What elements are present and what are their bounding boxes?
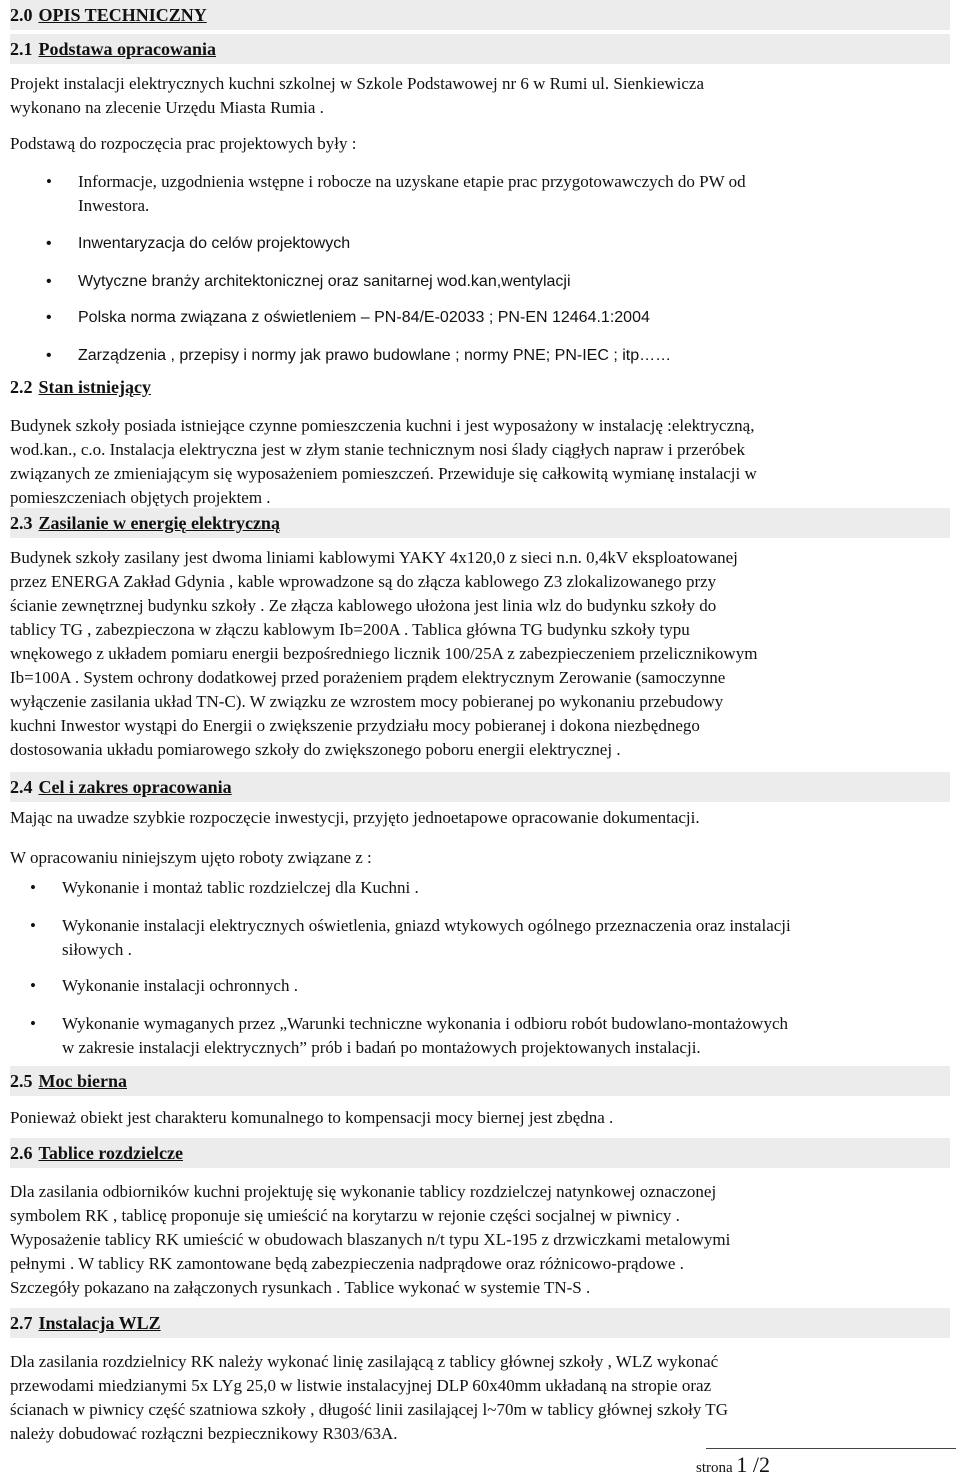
section-number: 2.7 (10, 1313, 33, 1333)
paragraph-line: pomieszczeniach objętych projektem . (10, 488, 271, 507)
section-title: Moc bierna (38, 1071, 127, 1091)
section-heading-2-6 (10, 1138, 950, 1168)
list-item-continuation: siłowych . (62, 940, 132, 959)
section-title: Podstawa opracowania (38, 39, 217, 59)
section-title: Stan istniejący (38, 377, 151, 397)
page-footer (696, 1453, 770, 1480)
paragraph: Mając na uwadze szybkie rozpoczęcie inwestycji, przyjęto jednoetapowe opracowanie dokumentacji. (10, 808, 700, 827)
page-number: 1 /2 (736, 1452, 771, 1477)
paragraph-line: wod.kan., c.o. Instalacja elektryczna jest w złym stanie technicznym nosi ślady ciągłych napraw i przeróbek (10, 440, 745, 459)
section-number: 2.2 (10, 377, 33, 397)
section-heading-2-5 (10, 1066, 950, 1096)
paragraph-line: wnękowego z układem pomiaru energii bezpośredniego licznik 100/25A z zabezpieczeniem przelicznikowym (10, 644, 758, 663)
paragraph: Projekt instalacji elektrycznych kuchni szkolnej w Szkole Podstawowej nr 6 w Rumi ul. Sienkiewicza (10, 74, 705, 93)
paragraph-line: Dla zasilania rozdzielnicy RK należy wykonać linię zasilającą z tablicy głównej szkoły , WLZ wykonać (10, 1352, 719, 1371)
paragraph: Ponieważ obiekt jest charakteru komunalnego to kompensacji mocy biernej jest zbędna . (10, 1108, 614, 1127)
list-item: • Wykonanie wymaganych przez „Warunki techniczne wykonania i odbioru robót budowlano-montażowych (62, 1012, 942, 1036)
section-number: 2.5 (10, 1071, 33, 1091)
paragraph-line: związanych ze zmieniającym się wyposażeniem pomieszczeń. Przewiduje się całkowitą wymianę instalacji w (10, 464, 757, 483)
bullet-icon: • (30, 1014, 36, 1033)
section-heading-2-1 (10, 34, 950, 64)
footer-label: strona (696, 1460, 733, 1476)
paragraph-line: pełnymi . W tablicy RK zamontowane będą zabezpieczenia nadprądowe oraz różnicowo-prądowe . (10, 1254, 684, 1273)
bullet-icon: • (46, 273, 52, 290)
paragraph-line: należy dobudować rozłączni bezpiecznikowy R303/63A. (10, 1424, 398, 1443)
paragraph-line: kuchni Inwestor wystąpi do Energii o zwiększenie przydziału mocy pobieranej i dokona niezbędnego (10, 716, 700, 735)
section-heading-2-0 (10, 0, 950, 30)
list-item: • Wykonanie instalacji elektrycznych oświetlenia, gniazd wtykowych ogólnego przeznaczenia oraz instalacji (62, 914, 942, 938)
bullet-icon: • (30, 976, 36, 995)
paragraph-line: Szczegóły pokazano na załączonych rysunkach . Tablice wykonać w systemie TN-S . (10, 1278, 591, 1297)
section-title: Instalacja WLZ (38, 1313, 161, 1333)
paragraph-line: symbolem RK , tablicę proponuje się umieścić na korytarzu w rejonie części socjalnej w piwnicy . (10, 1206, 680, 1225)
paragraph: W opracowaniu niniejszym ujęto roboty związane z : (10, 848, 372, 867)
section-heading-2-4 (10, 772, 950, 802)
paragraph-line: dostosowania układu pomiarowego szkoły do zwiększonego poboru energii elektrycznej . (10, 740, 621, 759)
paragraph-line: Budynek szkoły posiada istniejące czynne pomieszczenia kuchni i jest wyposażony w instalację :elektryczną, (10, 416, 755, 435)
paragraph-line: ścianie zewnętrznej budynku szkoły . Ze złącza kablowego ułożona jest linia wlz do budynku szkoły do (10, 596, 717, 615)
section-number: 2.3 (10, 513, 33, 533)
list-item: • Wykonanie i montaż tablic rozdzielczej dla Kuchni . (62, 876, 942, 900)
list-item-continuation: Inwestora. (78, 196, 150, 215)
footer-divider (706, 1448, 956, 1449)
section-title: OPIS TECHNICZNY (38, 5, 207, 25)
paragraph-line: tablicy TG , zabezpieczona w złączu kablowym Ib=200A . Tablica główna TG budynku szkoły typu (10, 620, 690, 639)
list-item: • Polska norma związana z oświetleniem – PN-84/E-02033 ; PN-EN 12464.1:2004 (78, 306, 958, 330)
paragraph-line: Wyposażenie tablicy RK umieścić w obudowach blaszanych n/t typu XL-195 z drzwiczkami metalowymi (10, 1230, 731, 1249)
list-item: • Wykonanie instalacji ochronnych . (62, 974, 942, 998)
list-item: • Informacje, uzgodnienia wstępne i robocze na uzyskane etapie prac przygotowawczych do PW od (78, 170, 958, 194)
paragraph: wykonano na zlecenie Urzędu Miasta Rumia . (10, 98, 324, 117)
section-title: Tablice rozdzielcze (38, 1143, 183, 1163)
section-title: Cel i zakres opracowania (38, 777, 232, 797)
section-number: 2.1 (10, 39, 33, 59)
list-item-continuation: w zakresie instalacji elektrycznych” prób i badań po montażowych projektowanych instalacji. (62, 1038, 701, 1057)
bullet-icon: • (46, 347, 52, 364)
paragraph-line: Budynek szkoły zasilany jest dwoma liniami kablowymi YAKY 4x120,0 z sieci n.n. 0,4kV eksploatowanej (10, 548, 738, 567)
list-item: • Wytyczne branży architektonicznej oraz sanitarnej wod.kan,wentylacji (78, 270, 958, 294)
paragraph: Podstawą do rozpoczęcia prac projektowych były : (10, 134, 357, 153)
bullet-icon: • (46, 235, 52, 252)
list-item: • Zarządzenia , przepisy i normy jak prawo budowlane ; normy PNE; PN-IEC ; itp…… (78, 344, 958, 368)
section-heading-2-2 (10, 372, 950, 402)
bullet-icon: • (46, 172, 52, 191)
list-item: • Inwentaryzacja do celów projektowych (78, 232, 958, 256)
bullet-icon: • (30, 916, 36, 935)
paragraph-line: wyłączenie zasilania układ TN-C). W związku ze wzrostem mocy pobieranej po wykonaniu przebudowy (10, 692, 724, 711)
section-heading-2-7 (10, 1308, 950, 1338)
section-number: 2.4 (10, 777, 33, 797)
paragraph-line: Ib=100A . System ochrony dodatkowej przed porażeniem prądem elektrycznym Zerowanie (samoczynne (10, 668, 726, 687)
paragraph-line: przez ENERGA Zakład Gdynia , kable wprowadzone są do złącza kablowego Z3 zlokalizowanego przy (10, 572, 717, 591)
section-number: 2.0 (10, 5, 33, 25)
section-heading-2-3 (10, 508, 950, 538)
section-number: 2.6 (10, 1143, 33, 1163)
bullet-icon: • (30, 878, 36, 897)
paragraph-line: ścianach w piwnicy część szatniowa szkoły , długość linii zasilającej l~70m w tablicy głównej szkoły TG (10, 1400, 728, 1419)
paragraph-line: przewodami miedzianymi 5x LYg 25,0 w listwie instalacyjnej DLP 60x40mm układaną na stropie oraz (10, 1376, 712, 1395)
bullet-icon: • (46, 309, 52, 326)
paragraph-line: Dla zasilania odbiorników kuchni projektuję się wykonanie tablicy rozdzielczej natynkowej oznaczonej (10, 1182, 717, 1201)
section-title: Zasilanie w energię elektryczną (38, 513, 280, 533)
